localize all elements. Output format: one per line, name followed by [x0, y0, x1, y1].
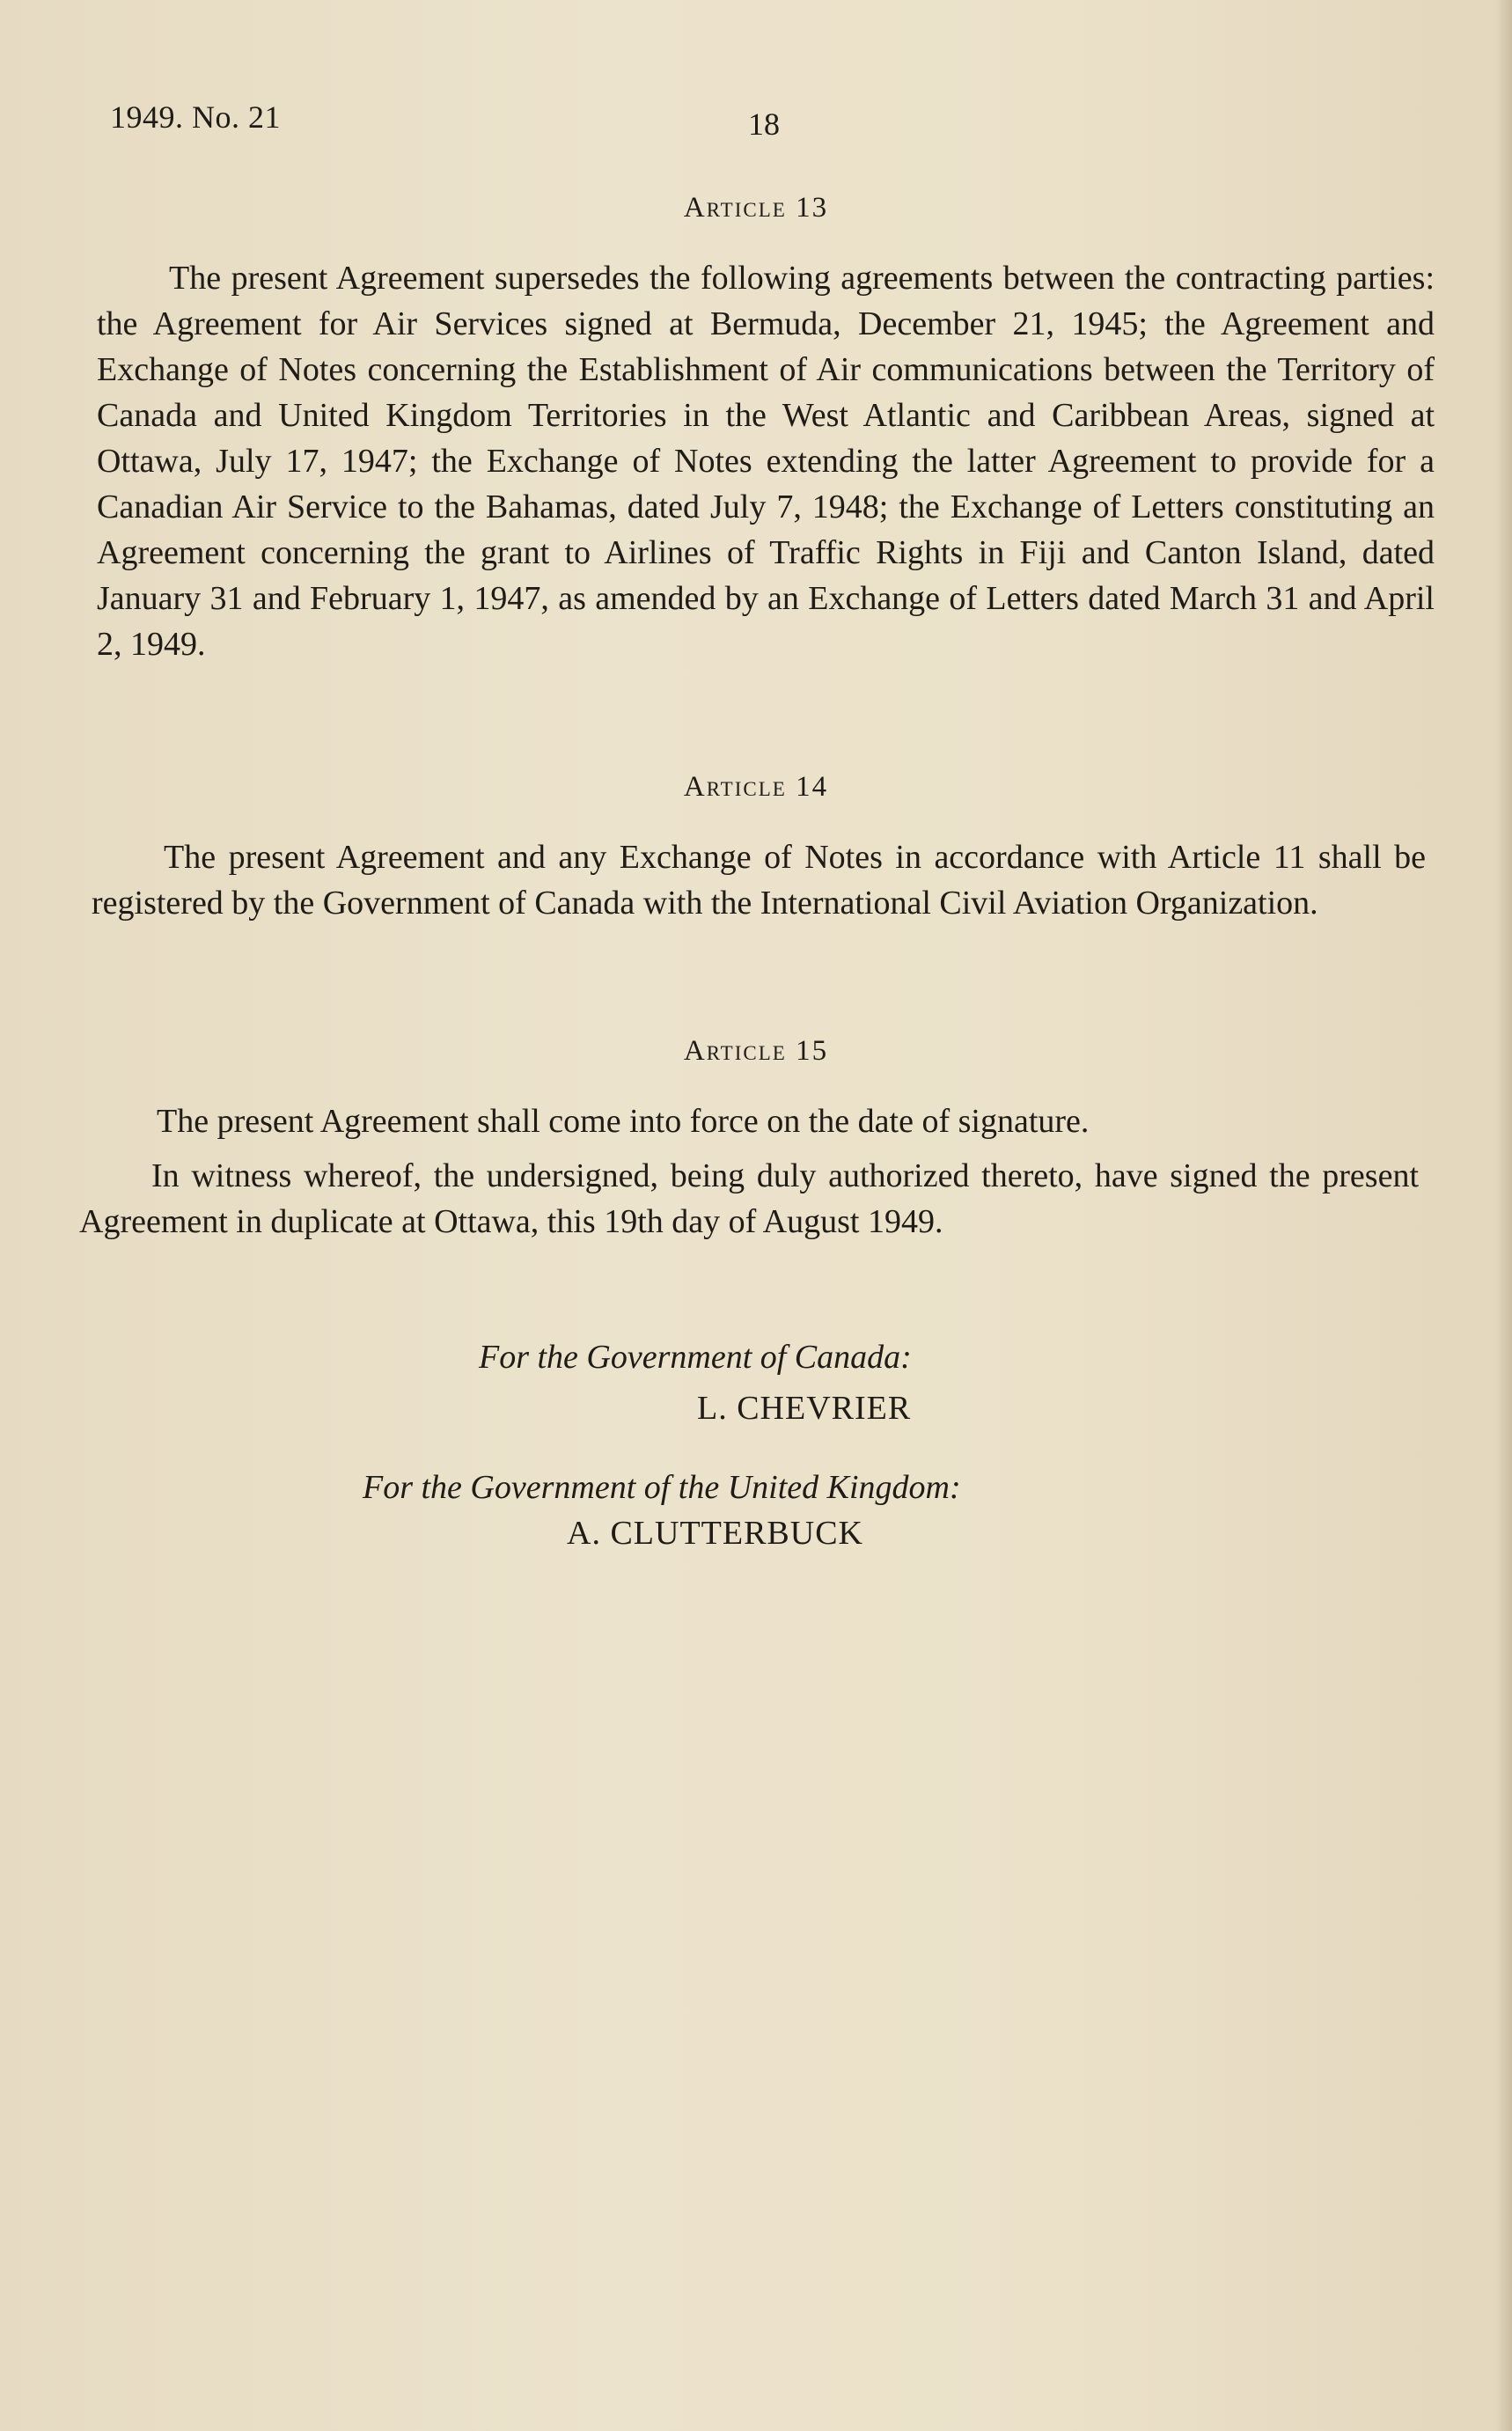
article-13-heading: Article 13 — [683, 192, 829, 224]
article-13-paragraph: The present Agreement supersedes the following agreements between the contracting parties: the Agreement for Air Services signed at Bermuda, December 21, 1945; the Agreement and Exchange of Notes concerning the Establishment of Air communications between the Territory of Canada and United Kingdom Territories in the West Atlantic and Caribbean Areas, signed at Ottawa, July 17, 1947; the Exchange of Notes extending the latter Agreement to provide for a Canadian Air Service to the Bahamas, dated July 7, 1948; the Exchange of Letters constituting an Agreement concerning the grant to Airlines of Traffic Rights in Fiji and Canton Island, dated January 31 and February 1, 1947, as amended by an Exchange of Letters dated March 31 and April 2, 1949. — [97, 260, 1435, 663]
signatory-role-united-kingdom: For the Government of the United Kingdom: — [363, 1469, 961, 1506]
article-14-paragraph: The present Agreement and any Exchange of Notes in accordance with Article 11 shall be registered by the Government of Canada with the International Civil Aviation Organization. — [92, 839, 1426, 922]
article-15-heading: Article 15 — [683, 1035, 829, 1067]
signatory-name-united-kingdom: A. CLUTTERBUCK — [567, 1515, 863, 1552]
document-reference: 1949. No. 21 — [110, 99, 281, 135]
page-edge-shadow — [1496, 0, 1512, 2431]
signatory-name-canada: L. CHEVRIER — [697, 1390, 912, 1427]
page-number: 18 — [748, 106, 780, 142]
article-15-paragraph-2: In witness whereof, the undersigned, being duly authorized thereto, have signed the present Agreement in duplicate at Ottawa, this 19th day of August 1949. — [79, 1157, 1419, 1240]
article-14-heading: Article 14 — [683, 771, 829, 803]
signatory-role-canada: For the Government of Canada: — [479, 1339, 912, 1376]
article-15-paragraph-1: The present Agreement shall come into force on the date of signature. — [157, 1103, 1090, 1140]
